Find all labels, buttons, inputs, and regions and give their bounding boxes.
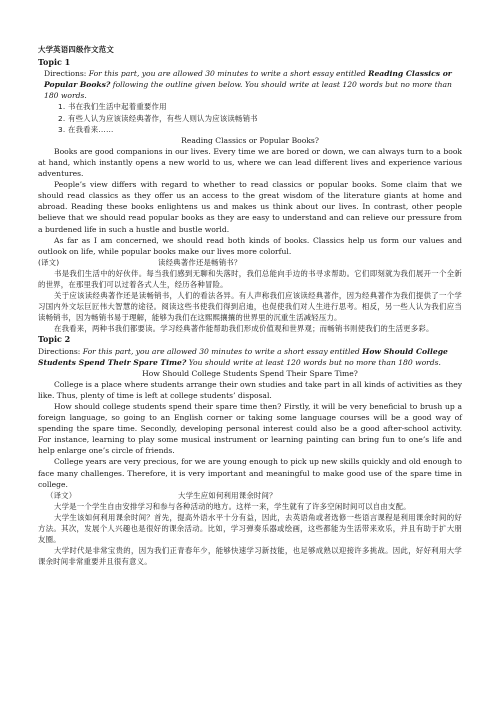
outline-list	[38, 101, 462, 134]
directions-essay-title: Reading Classics or Popular Books?	[44, 69, 452, 90]
directions-prefix: Directions:	[38, 346, 83, 356]
essay-1-paragraph: As far as I am concerned, we should read both kinds of books. Classics help us form our values and outlook on life, while popular books make our lives more colorful.	[38, 235, 462, 256]
outline-item: 3. 在我看来……	[58, 124, 114, 134]
translation-title: 大学生应如何利用课余时间？	[178, 490, 277, 500]
essay-2-paragraph: College years are very precious, for we are young enough to pick up new skills quickly and old enough to face many challenges. Therefore, it is very important and meaningful to make good use of the spare time in college.	[38, 457, 462, 489]
essay-1-title: Reading Classics or Popular Books?	[181, 135, 319, 145]
topic-2-label: Topic 2	[38, 334, 71, 345]
translation-2-paragraph: 大学时代是非常宝贵的，因为我们正青春年少，能够快速学习新技能，也足够成熟以迎接许多挑战。因此，好好利用大学课余时间非常重要并且很有意义。	[38, 546, 462, 567]
translation-2-header	[38, 490, 462, 501]
document-title: 大学英语四级作文范文	[38, 45, 114, 54]
topic-2-directions	[38, 346, 462, 368]
essay-1-paragraph: People’s view differs with regard to whether to read classics or popular books. Some claim that we should read classics as they offer us an access to the great wisdom of the literature giants at home and abroad. Reading these books enlightens us and makes us think about our lives. In contrast, other people believe that we should read popular books as they are easy to understand and can relieve our pressure from a burdened life in such a hustle and bustle world.	[38, 180, 462, 234]
directions-text-2: following the outline given below. You should write at least 120 words but no more than 180 words.	[44, 80, 452, 101]
essay-2-title: How Should College Students Spend Their Spare Time?	[142, 368, 358, 378]
outline-item: 2. 有些人认为应该读经典著作，有些人则认为应该读畅销书	[58, 113, 258, 123]
translation-label: （译文）	[46, 490, 77, 500]
translation-1-header	[38, 257, 462, 268]
translation-2-paragraph: 大学生该如何利用课余时间？首先，提高外语水平十分有益，因此，去英语角或者选修一些语言课程是利用课余时间的好方法。其次，发展个人兴趣也是很好的课余活动。比如，学习弹奏乐器或绘画，这些都能为生活带来欢乐，并且有助于扩大朋友圈。	[38, 512, 462, 545]
directions-essay-title: How Should College Students Spend Their Spare Time?	[38, 346, 448, 367]
topic-1-directions	[38, 68, 462, 101]
directions-prefix: Directions:	[44, 69, 89, 79]
translation-1-paragraph: 在我看来，两种书我们都要读。学习经典著作能帮助我们形成价值观和世界观；而畅销书则使我们的生活更多彩。	[54, 324, 434, 334]
directions-text: For this part, you are allowed 30 minutes to write a short essay entitled	[88, 69, 369, 79]
outline-item: 1. 书在我们生活中起着重要作用	[58, 102, 167, 112]
topic-1-label: Topic 1	[38, 57, 71, 68]
essay-2-paragraph: How should college students spend their spare time then? Firstly, it will be very beneficial to brush up a foreign language, so going to an English corner or taking some language courses will be a good way of spending the spare time. Secondly, developing personal interest could also be a good after-school activity. For instance, learning to play some musical instrument or learning painting can bring fun to one’s life and help enlarge one’s circle of friends.	[38, 402, 462, 456]
translation-2-paragraph: 大学是一个学生自由安排学习和参与各种活动的地方。这样一来，学生就有了许多空闲时间可以自由支配。	[54, 501, 411, 511]
translation-1-paragraph: 书是我们生活中的好伙伴。每当我们感到无聊和失落时，我们总能向手边的书寻求帮助。它们即刻就为我们展开一个全新的世界，在那里我们可以过着各式人生，经历各种冒险。	[38, 268, 462, 289]
translation-label: (译文)	[38, 257, 60, 267]
translation-title: 读经典著作还是畅销书？	[158, 257, 242, 267]
directions-text: For this part, you are allowed 30 minutes to write a short essay entitled	[82, 346, 363, 356]
essay-2-paragraph: College is a place where students arrange their own studies and take part in all kinds of activities as they like. Thus, plenty of time is left at college students’ disposal.	[38, 379, 462, 400]
directions-text-2: You should write at least 120 words but no more than 180 words.	[186, 357, 441, 367]
translation-1-paragraph: 关于应该读经典著作还是读畅销书，人们的看法各异。有人声称我们应该读经典著作，因为经典著作为我们提供了一个学习国内外文坛巨匠伟大智慧的途径。阅读这些书使我们得到启迪，也促使我们对人生进行思考。相反，另一些人认为我们应当读畅销书，因为畅销书易于理解，能够为我们在这熙熙攘攘的世界里的沉重生活减轻压力。	[38, 291, 462, 323]
essay-1-paragraph: Books are good companions in our lives. Every time we are bored or down, we can always turn to a book at hand, which instantly opens a new world to us, where we can lead different lives and experience various adventures.	[38, 146, 462, 179]
